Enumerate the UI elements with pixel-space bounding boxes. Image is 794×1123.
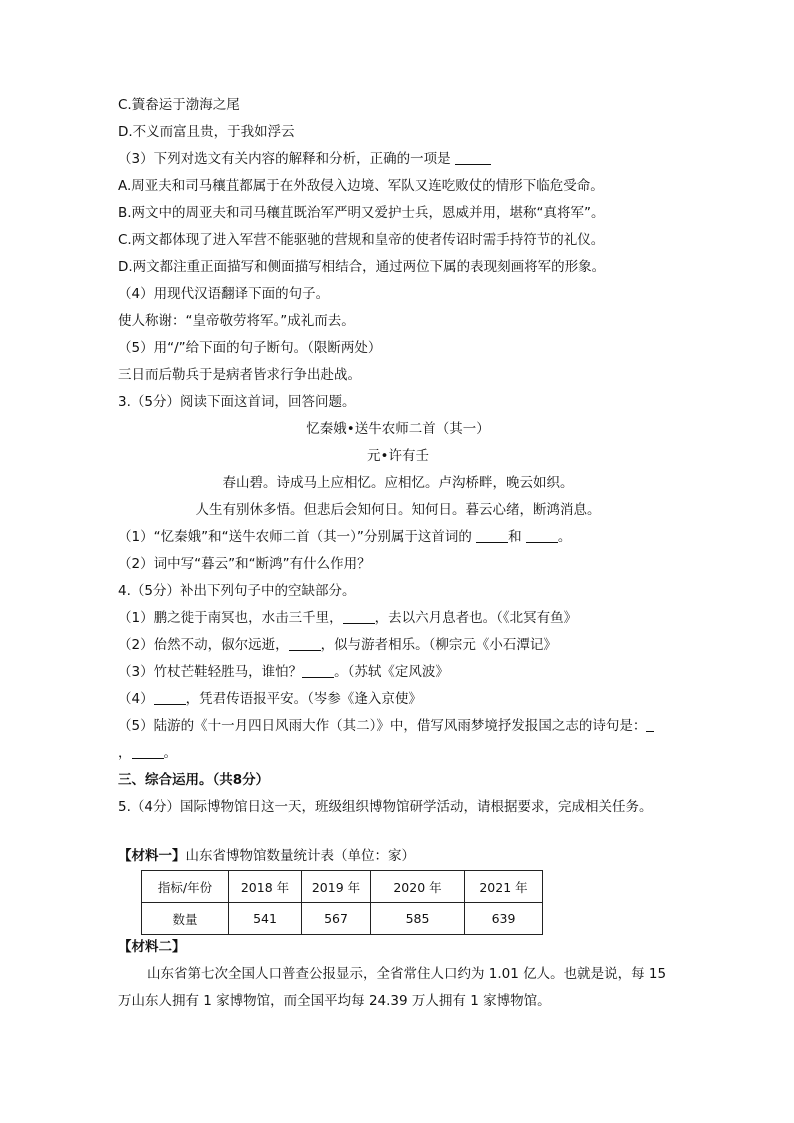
table-header-cell: 2020 年 xyxy=(371,871,465,903)
q2-sub4-question: （4）用现代汉语翻译下面的句子。 xyxy=(118,286,330,302)
q4-item-3-text-b: 。（苏轼《定风波》 xyxy=(334,664,449,680)
answer-blank[interactable] xyxy=(302,663,334,678)
answer-blank[interactable] xyxy=(132,744,164,759)
section-3-title: 三、综合运用。（共8分） xyxy=(118,772,270,788)
q4-item-2-text-b: ，似与游者相乐。（柳宗元《小石潭记》 xyxy=(320,637,557,653)
q3-sub1-question xyxy=(118,524,678,551)
q4-item-4 xyxy=(118,686,678,713)
q4-item-5-end: 。 xyxy=(163,745,177,761)
document-page xyxy=(118,92,678,1015)
q2-sub3-option-c: C.两文都体现了进入军营不能驱驰的营规和皇帝的使者传诏时需手持符节的礼仪。 xyxy=(118,232,605,248)
q4-item-1-text-b: ，去以六月息者也。（《北冥有鱼》 xyxy=(374,610,578,626)
answer-blank[interactable] xyxy=(646,717,654,732)
table-cell: 541 xyxy=(229,903,302,935)
q4-item-1-text-a: （1）鹏之徙于南冥也，水击三千里， xyxy=(118,610,343,626)
answer-blank[interactable] xyxy=(455,150,491,165)
q4-item-3-text-a: （3）竹杖芒鞋轻胜马，谁怕？ xyxy=(118,664,303,680)
table-cell: 567 xyxy=(302,903,371,935)
q4-item-4-text-b: ，凭君传语报平安。（岑参《逢入京使》 xyxy=(185,691,422,707)
material-2-label: 【材料二】 xyxy=(118,939,186,955)
q4-item-5 xyxy=(118,713,678,740)
table-cell: 639 xyxy=(465,903,543,935)
q2-sub4-sentence: 使人称谢：“皇帝敬劳将军。”成礼而去。 xyxy=(118,313,355,329)
q5-heading: 5.（4分）国际博物馆日这一天，班级组织博物馆研学活动，请根据要求，完成相关任务。 xyxy=(118,799,653,815)
material-1-caption xyxy=(118,843,678,870)
q2-sub3-question xyxy=(118,146,678,173)
q4-heading: 4.（5分）补出下列句子中的空缺部分。 xyxy=(118,583,356,599)
answer-blank[interactable] xyxy=(343,609,375,624)
q3-heading: 3.（5分）阅读下面这首词，回答问题。 xyxy=(118,394,356,410)
q3-sub1-text-b: 和 xyxy=(508,529,526,545)
poem-line-1: 春山碧。诗成马上应相忆。应相忆。卢沟桥畔，晚云如织。 xyxy=(222,475,574,491)
answer-blank[interactable] xyxy=(154,690,186,705)
material-1-label: 【材料一】 xyxy=(118,848,186,864)
q3-sub1-text-a: （1）“忆秦娥”和“送牛农师二首（其一）”分别属于这首词的 xyxy=(118,529,477,545)
q2-sub3-option-a: A.周亚夫和司马穰苴都属于在外敌侵入边境、军队又连吃败仗的情形下临危受命。 xyxy=(118,178,604,194)
q2-option-d: D.不义而富且贵，于我如浮云 xyxy=(118,124,295,140)
museum-stats-table xyxy=(141,870,543,935)
q2-sub5-sentence: 三日而后勒兵于是病者皆求行争出赴战。 xyxy=(118,367,361,383)
material-1-text: 山东省博物馆数量统计表（单位：家） xyxy=(185,848,415,864)
table-header-cell: 2021 年 xyxy=(465,871,543,903)
table-header-cell: 2018 年 xyxy=(229,871,302,903)
q4-item-1 xyxy=(118,605,678,632)
q4-item-3 xyxy=(118,659,678,686)
table-row-label: 数量 xyxy=(142,903,229,935)
table-header-cell: 指标/年份 xyxy=(142,871,229,903)
q4-item-5-comma: ， xyxy=(118,745,132,761)
answer-blank[interactable] xyxy=(289,636,321,651)
table-header-cell: 2019 年 xyxy=(302,871,371,903)
q2-option-c: C.簀畚运于渤海之尾 xyxy=(118,97,240,113)
q2-sub3-option-b: B.两文中的周亚夫和司马穰苴既治军严明又爱护士兵，恩威并用，堪称“真将军”。 xyxy=(118,205,605,221)
q3-sub1-text-c: 。 xyxy=(557,529,572,545)
stats-table-wrapper xyxy=(118,870,678,934)
material-2-text: 山东省第七次全国人口普查公报显示，全省常住人口约为 1.01 亿人。也就是说，每 15 万山东人拥有 1 家博物馆，而全国平均每 24.39 万人拥有 1 家博物馆。 xyxy=(118,966,667,1009)
q4-item-2-text-a: （2）佁然不动，俶尔远逝， xyxy=(118,637,289,653)
q2-sub3-text: （3）下列对选文有关内容的解释和分析，正确的一项是 xyxy=(118,151,455,167)
table-header-row xyxy=(142,871,543,903)
poem-author: 元•许有壬 xyxy=(367,448,429,464)
q4-item-5-continued xyxy=(118,740,678,767)
q3-sub2-question: （2）词中写“暮云”和“断鸿”有什么作用？ xyxy=(118,556,371,572)
poem-line-2: 人生有别休多悟。但悲后会知何日。知何日。暮云心绪，断鸿消息。 xyxy=(195,502,601,518)
answer-blank[interactable] xyxy=(476,528,508,543)
table-cell: 585 xyxy=(371,903,465,935)
q2-sub5-question: （5）用“/”给下面的句子断句。（限断两处） xyxy=(118,340,382,356)
poem-title: 忆秦娥•送牛农师二首（其一） xyxy=(306,421,490,437)
q4-item-5-text: （5）陆游的《十一月四日风雨大作（其二）》中，借写风雨梦境抒发报国之志的诗句是： xyxy=(118,718,647,734)
table-row xyxy=(142,903,543,935)
q4-item-4-text-a: （4） xyxy=(118,691,154,707)
q2-sub3-option-d: D.两文都注重正面描写和侧面描写相结合，通过两位下属的表现刻画将军的形象。 xyxy=(118,259,606,275)
q4-item-2 xyxy=(118,632,678,659)
answer-blank[interactable] xyxy=(526,528,558,543)
spacer xyxy=(118,821,678,843)
